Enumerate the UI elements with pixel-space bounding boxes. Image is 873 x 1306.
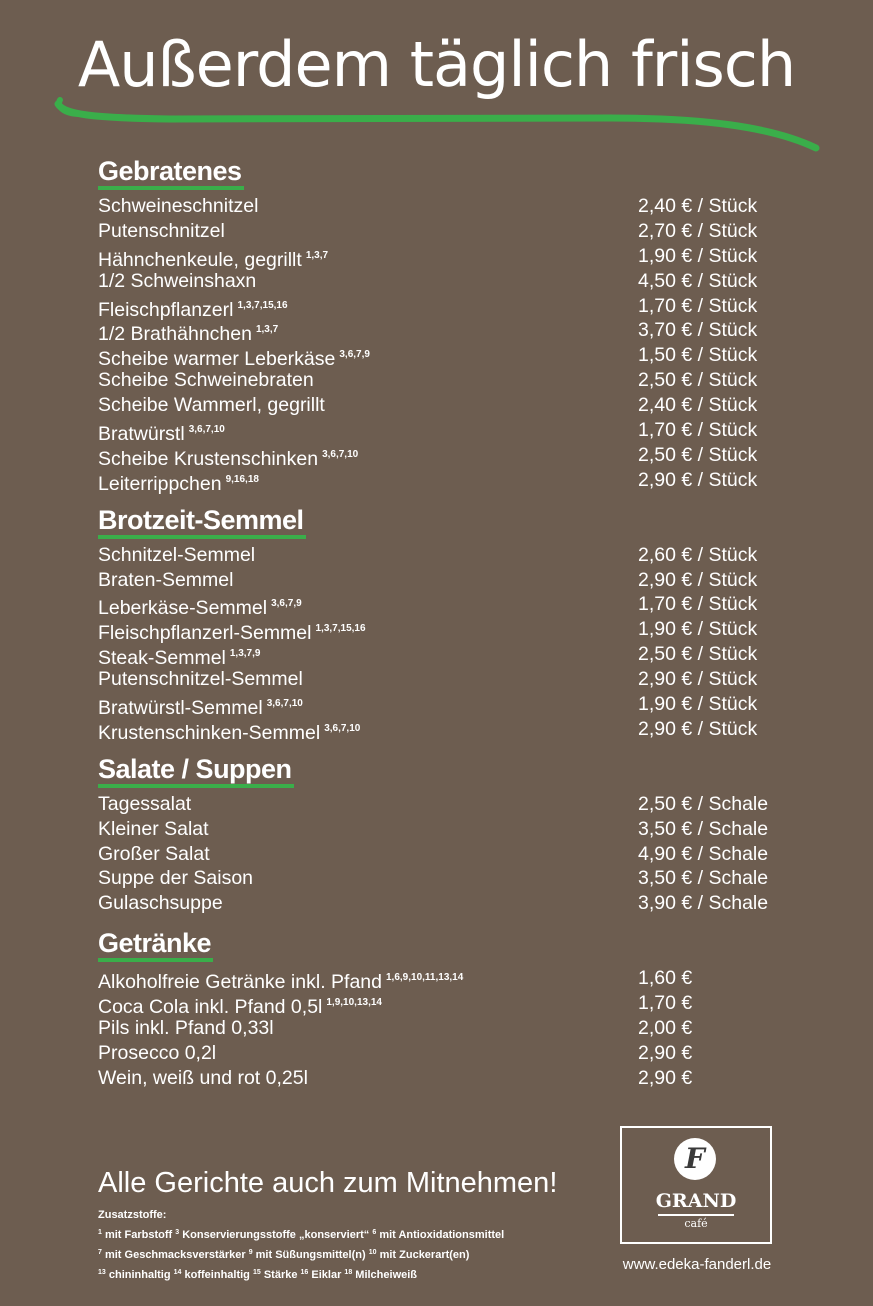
item-price: 1,70 € [638,992,693,1015]
section-title: Gebratenes [98,156,244,190]
additives-legend [98,1207,504,1284]
item-price: 2,00 € [638,1017,693,1040]
item-price: 2,90 € / Stück [638,668,758,691]
item-price: 2,50 € / Stück [638,369,758,392]
additive-codes: 3,6,7,10 [322,448,359,460]
menu-item [98,667,788,692]
menu-item [98,592,788,620]
item-name-text: Leiterrippchen [98,472,222,495]
menu-item [98,418,788,446]
item-name [98,468,259,497]
item-price: 4,50 € / Stück [638,269,758,292]
additive-codes: 3,6,7,10 [324,722,361,734]
item-name-text: Putenschnitzel [98,219,225,242]
additive-text: mit Süßungsmittel(n) [255,1249,366,1261]
item-name-text: Fleischpflanzerl [98,298,234,321]
menu-item [98,318,788,346]
menu-item [98,568,788,593]
menu-item [98,692,788,720]
section-title: Salate / Suppen [98,754,294,788]
additive-number: 6 [372,1229,377,1236]
item-price: 2,90 € [638,1066,693,1089]
logo-name: GRAND [655,1190,737,1212]
additive-codes: 1,3,7 [255,324,279,336]
item-name-text: Kleiner Salat [98,817,209,840]
item-name-text: Wein, weiß und rot 0,25l [98,1066,308,1089]
additive-text: Stärke [263,1269,298,1281]
grand-cafe-logo [620,1126,772,1244]
menu-section [98,754,788,916]
item-name-text: Putenschnitzel-Semmel [98,668,303,691]
additive-number: 3 [175,1229,180,1236]
additive-text: mit Farbstoff [104,1229,173,1241]
item-price: 1,90 € / Stück [638,244,758,267]
menu-item [98,617,788,645]
item-price: 1,90 € / Stück [638,618,758,641]
item-name-text: 1/2 Schweinshaxn [98,269,257,292]
item-name-text: Coca Cola inkl. Pfand 0,5l [98,996,323,1019]
item-name [98,219,225,244]
item-name [98,842,210,867]
menu-item [98,294,788,319]
item-price: 2,50 € / Schale [638,792,769,815]
item-name-text: Schnitzel-Semmel [98,543,256,566]
additive-text: mit Zuckerart(en) [379,1249,470,1261]
menu-item [98,269,788,294]
additive-number: 1 [98,1229,102,1236]
menu-item [98,543,788,568]
additive-number: 14 [173,1269,182,1276]
item-price: 1,70 € / Stück [638,419,758,442]
menu-item [98,717,788,742]
item-price: 2,90 € / Stück [638,717,758,740]
additive-number: 15 [252,1269,261,1276]
additive-codes: 3,6,7,10 [266,698,303,710]
menu-list [98,156,788,1103]
additive-text: Eiklar [311,1269,342,1281]
item-name-text: Leberkäse-Semmel [98,597,268,620]
item-price: 1,90 € / Stück [638,693,758,716]
additive-number: 9 [248,1249,253,1256]
additive-number: 16 [300,1269,309,1276]
additives-title: Zusatzstoffe: [98,1209,167,1221]
additives-line [98,1224,504,1244]
item-price: 2,50 € / Stück [638,443,758,466]
menu-item [98,1066,788,1091]
additive-number: 10 [368,1249,377,1256]
item-price: 2,40 € / Stück [638,195,758,217]
logo-monogram: F [674,1138,716,1180]
item-name [98,393,325,418]
menu-item [98,194,788,219]
additive-codes: 1,3,7,9 [229,648,261,660]
page-headline: Außerdem täglich frisch [77,28,796,101]
section-title: Brotzeit-Semmel [98,505,306,539]
item-name-text: Scheibe Schweinebraten [98,369,314,392]
additive-codes: 3,6,7,10 [188,424,225,436]
menu-item [98,343,788,371]
logo-subtitle: café [684,1217,708,1230]
additive-number: 18 [344,1269,353,1276]
headline-swoosh [50,92,825,156]
takeaway-note: Alle Gerichte auch zum Mitnehmen! [98,1167,558,1199]
additive-text: chininhaltig [108,1269,171,1281]
item-price: 2,70 € / Stück [638,219,758,242]
item-name-text: Braten-Semmel [98,568,234,591]
item-name-text: Großer Salat [98,842,210,865]
item-price: 2,40 € / Stück [638,394,758,417]
menu-section [98,156,788,493]
item-price: 2,90 € / Stück [638,568,758,591]
menu-item [98,368,788,393]
item-name-text: Schweineschnitzel [98,195,259,217]
additive-codes: 1,6,9,10,11,13,14 [386,972,464,984]
additive-codes: 9,16,18 [225,473,259,485]
item-price: 1,70 € / Stück [638,593,758,616]
additive-text: Konservierungsstoffe „konserviert“ [182,1229,370,1241]
item-name-text: Bratwürstl [98,423,185,446]
menu-item [98,443,788,468]
additive-codes: 1,9,10,13,14 [326,997,382,1009]
additive-codes: 1,3,7,15,16 [237,299,288,311]
item-name [98,891,223,916]
item-price: 2,90 € / Stück [638,468,758,491]
additive-codes: 3,6,7,9 [339,349,370,361]
additives-line [98,1264,504,1284]
item-name-text: Krustenschinken-Semmel [98,721,321,744]
item-name-text: Scheibe warmer Leberkäse [98,348,336,371]
menu-item [98,817,788,842]
item-name [98,194,258,219]
item-name [98,543,255,568]
item-name [98,667,303,692]
additive-text: mit Geschmacksverstärker [104,1249,246,1261]
menu-item [98,642,788,670]
item-price: 2,60 € / Stück [638,543,758,566]
item-price: 1,60 € [638,967,693,990]
item-name [98,817,209,842]
item-name [98,269,256,294]
item-price: 3,50 € / Schale [638,817,769,840]
menu-item [98,219,788,244]
item-price: 3,70 € / Stück [638,319,758,342]
item-price: 3,90 € / Schale [638,892,769,915]
item-name-text: Pils inkl. Pfand 0,33l [98,1017,274,1040]
item-name-text: Scheibe Krustenschinken [98,447,319,470]
item-name-text: Steak-Semmel [98,647,226,670]
additive-number: 7 [98,1249,102,1256]
item-price: 2,90 € [638,1041,693,1064]
item-price: 1,50 € / Stück [638,344,758,367]
menu-item [98,792,788,817]
item-name [98,368,314,393]
additive-text: mit Antioxidationsmittel [379,1229,505,1241]
menu-item [98,966,788,994]
item-name [98,866,253,891]
additive-codes: 3,6,7,9 [271,598,302,610]
menu-item [98,891,788,916]
item-name [98,568,233,593]
logo-divider [658,1214,734,1216]
additive-number: 13 [98,1269,106,1276]
additive-codes: 1,3,7,15,16 [315,623,366,635]
item-price: 3,50 € / Schale [638,867,769,890]
additives-line [98,1244,504,1264]
menu-item [98,468,788,493]
menu-item [98,1041,788,1066]
item-price: 2,50 € / Stück [638,643,758,666]
item-price: 1,70 € / Stück [638,294,758,317]
item-name-text: Gulaschsuppe [98,892,223,915]
additive-text: Milcheiweiß [355,1269,418,1281]
menu-section [98,505,788,742]
website-link[interactable]: www.edeka-fanderl.de [622,1256,772,1273]
menu-item [98,842,788,867]
menu-item [98,991,788,1019]
menu-item [98,866,788,891]
item-price: 4,90 € / Schale [638,842,769,865]
menu-item [98,393,788,418]
additive-codes: 1,3,7 [305,249,329,261]
item-name-text: 1/2 Brathähnchen [98,323,252,346]
menu-item [98,1016,788,1041]
item-name-text: Tagessalat [98,792,192,815]
item-name [98,1041,216,1066]
item-name-text: Alkoholfreie Getränke inkl. Pfand [98,971,382,994]
item-name-text: Hähnchenkeule, gegrillt [98,248,302,271]
item-name-text: Prosecco 0,2l [98,1041,217,1064]
item-name-text: Bratwürstl-Semmel [98,697,263,720]
item-name-text: Fleischpflanzerl-Semmel [98,622,312,645]
item-name-text: Suppe der Saison [98,867,254,890]
section-title: Getränke [98,928,213,962]
additive-text: koffeinhaltig [184,1269,250,1281]
menu-section [98,928,788,1090]
item-name [98,717,360,746]
item-name-text: Scheibe Wammerl, gegrillt [98,394,325,417]
menu-item [98,244,788,269]
item-name [98,1016,274,1041]
item-name [98,792,191,817]
item-name [98,1066,308,1091]
